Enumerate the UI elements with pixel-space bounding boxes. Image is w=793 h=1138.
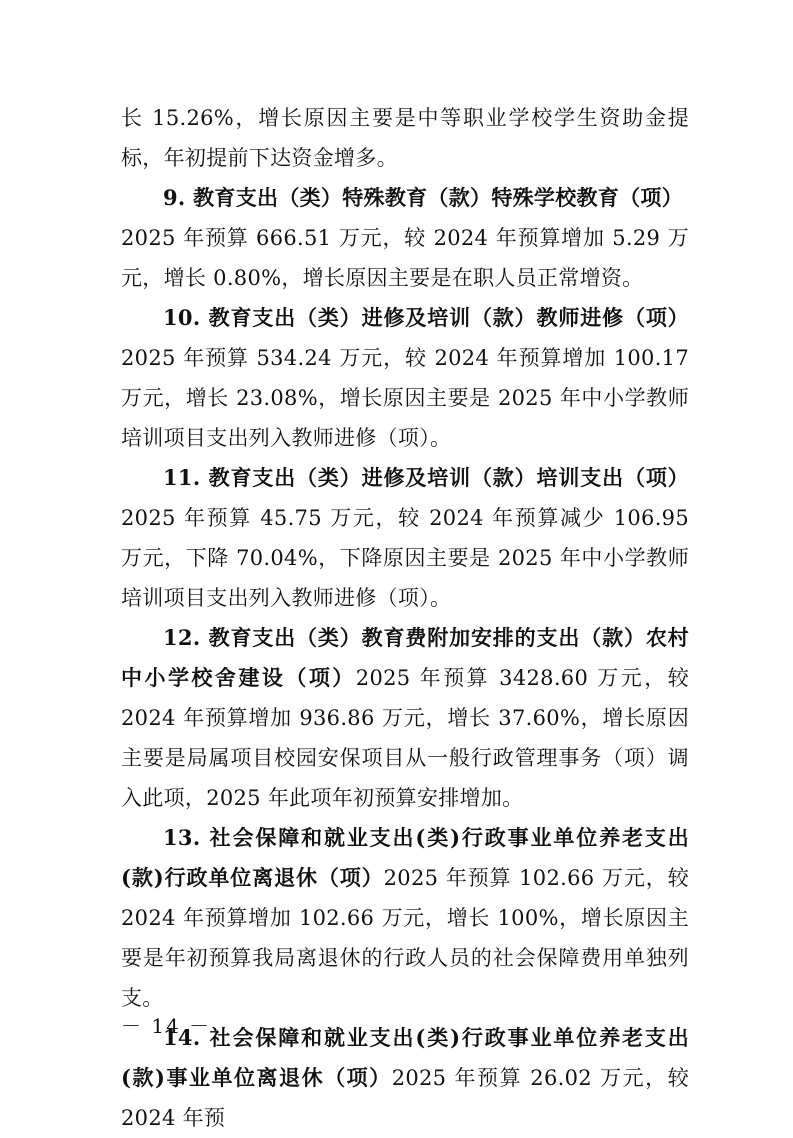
paragraph-13: [121, 818, 689, 1018]
paragraph-8-continuation: [121, 98, 689, 178]
paragraph-body: 2025 年预算 534.24 万元，较 2024 年预算增加 100.17 万元，增长 23.08%，增长原因主要是 2025 年中小学教师培训项目支出列入教师进修（项）。: [121, 346, 689, 450]
paragraph-heading: 13. 社会保障和就业支出(类)行政事业单位养老支出(款)行政单位离退休（项）: [121, 825, 689, 890]
paragraph-11: [121, 458, 689, 618]
paragraph-body: 2025 年预算 102.66 万元，较 2024 年预算增加 102.66 万元，增长 100%，增长原因主要是年初预算我局离退休的行政人员的社会保障费用单独列支。: [121, 866, 689, 1010]
paragraph-heading: 14. 社会保障和就业支出(类)行政事业单位养老支出(款)事业单位离退休（项）: [121, 1025, 689, 1090]
paragraph-heading: 11. 教育支出（类）进修及培训（款）培训支出（项）: [163, 465, 689, 490]
paragraph-heading: 9. 教育支出（类）特殊教育（款）特殊学校教育（项）: [163, 185, 684, 210]
paragraph-body: 2025 年预算 3428.60 万元，较 2024 年预算增加 936.86 万元，增长 37.60%，增长原因主要是局属项目校园安保项目从一般行政管理事务（项）调入此项，2025 年此项年初预算安排增加。: [121, 666, 690, 810]
paragraph-12: [121, 618, 689, 818]
paragraph-9: [121, 178, 689, 298]
paragraph-heading: 10. 教育支出（类）进修及培训（款）教师进修（项）: [163, 305, 689, 330]
page-number: － 14 －: [121, 1014, 212, 1038]
paragraph-body: 长 15.26%，增长原因主要是中等职业学校学生资助金提标，年初提前下达资金增多。: [121, 106, 689, 170]
paragraph-body: 2025 年预算 26.02 万元，较 2024 年预: [121, 1066, 689, 1130]
paragraph-body: 2025 年预算 45.75 万元，较 2024 年预算减少 106.95 万元，下降 70.04%，下降原因主要是 2025 年中小学教师培训项目支出列入教师进修（项）。: [121, 506, 689, 610]
paragraph-heading: 12. 教育支出（类）教育费附加安排的支出（款）农村中小学校舍建设（项）: [121, 625, 689, 690]
paragraph-body: 2025 年预算 666.51 万元，较 2024 年预算增加 5.29 万元，增长 0.80%，增长原因主要是在职人员正常增资。: [121, 226, 689, 290]
body-text: [121, 98, 689, 1138]
paragraph-10: [121, 298, 689, 458]
